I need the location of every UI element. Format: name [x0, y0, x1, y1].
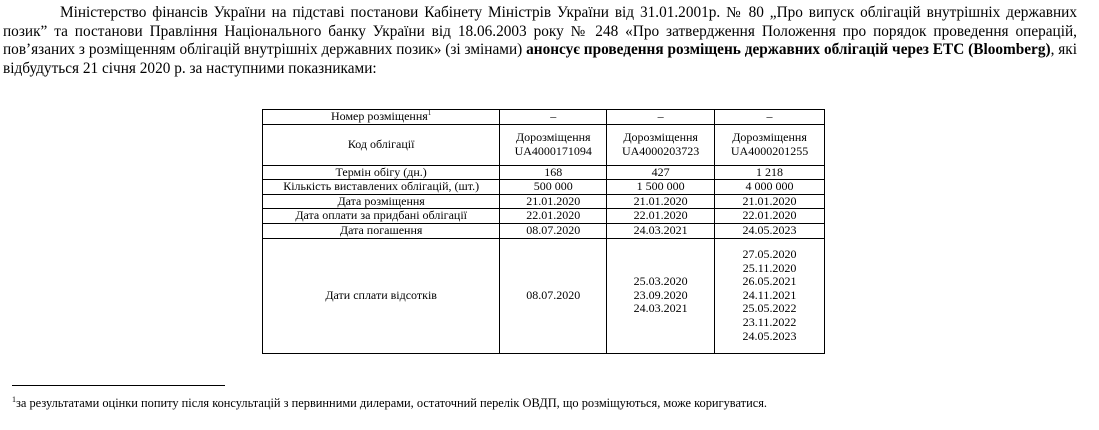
footnote: [12, 396, 1092, 410]
row-label-term: Термін обігу (дн.): [263, 165, 500, 180]
table-cell: –: [715, 110, 825, 125]
table-row-maturity-date: [263, 223, 825, 238]
row-label-payment-date: Дата оплати за придбані облігації: [263, 209, 500, 224]
table-row-bond-code: [263, 124, 825, 165]
table-cell: 21.01.2020: [500, 194, 607, 209]
footnote-mark: 1: [427, 109, 432, 117]
placement-table: [262, 109, 825, 354]
intro-text-part1: Міністерство фінансів України на підставі постанови Кабінету Міністрів України від 31.01.2001р. № 80 „Про випуск облігацій внутрішніх державних позик” та постанови Правління Національного банку України від 18.06.2003 року № 248 «Про затвердження Положення про порядок проведення операцій, пов’язаних з розміщенням облігацій внутрішніх державних позик» (зі змінами): [3, 4, 1077, 59]
row-label-quantity: Кількість виставлених облігацій, (шт.): [263, 180, 500, 195]
footnote-number: 1: [12, 395, 16, 404]
table-cell: –: [607, 110, 715, 125]
table-cell: 27.05.2020 25.11.2020 26.05.2021 24.11.2021 25.05.2022 23.11.2022 24.05.2023: [715, 238, 825, 353]
intro-text-bold: анонсує проведення розміщень державних облігацій через ЕТС (Bloomberg): [526, 41, 1051, 59]
table-cell: 500 000: [500, 180, 607, 195]
table-row-placement-date: [263, 194, 825, 209]
table-cell: 08.07.2020: [500, 238, 607, 353]
row-label-maturity-date: Дата погашення: [263, 223, 500, 238]
table-cell: 21.01.2020: [607, 194, 715, 209]
intro-text-part2: , які відбудуться 21 січня 2020 р. за наступними показниками:: [3, 41, 1077, 77]
table-cell: Дорозміщення UA4000203723: [607, 124, 715, 165]
footnote-separator: [12, 385, 225, 386]
table-cell: 21.01.2020: [715, 194, 825, 209]
table-cell: 4 000 000: [715, 180, 825, 195]
row-label-bond-code: Код облігації: [263, 124, 500, 165]
table-row-placement-number: [263, 110, 825, 125]
table-cell: 25.03.2020 23.09.2020 24.03.2021: [607, 238, 715, 353]
table-cell: 1 218: [715, 165, 825, 180]
row-label-coupon-dates: Дати сплати відсотків: [263, 238, 500, 353]
table-cell: 427: [607, 165, 715, 180]
table-cell: 24.03.2021: [607, 223, 715, 238]
table-cell: 08.07.2020: [500, 223, 607, 238]
table-cell: Дорозміщення UA4000171094: [500, 124, 607, 165]
table-cell: 22.01.2020: [500, 209, 607, 224]
table-cell: 24.05.2023: [715, 223, 825, 238]
table-row-coupon-dates: [263, 238, 825, 353]
table-cell: 22.01.2020: [715, 209, 825, 224]
table-cell: 22.01.2020: [607, 209, 715, 224]
table-row-payment-date: [263, 209, 825, 224]
row-label-placement-date: Дата розміщення: [263, 194, 500, 209]
table-row-term: [263, 165, 825, 180]
row-label-placement-number: Номер розміщення$^1$: [263, 110, 500, 125]
table-cell: –: [500, 110, 607, 125]
table-cell: Дорозміщення UA4000201255: [715, 124, 825, 165]
table-row-quantity: [263, 180, 825, 195]
intro-paragraph: [3, 4, 1077, 78]
footnote-text: за результатами оцінки попиту після консультацій з первинними дилерами, остаточний перелік ОВДП, що розміщуються, може коригуватися.: [16, 396, 768, 410]
table-cell: 168: [500, 165, 607, 180]
table-cell: 1 500 000: [607, 180, 715, 195]
